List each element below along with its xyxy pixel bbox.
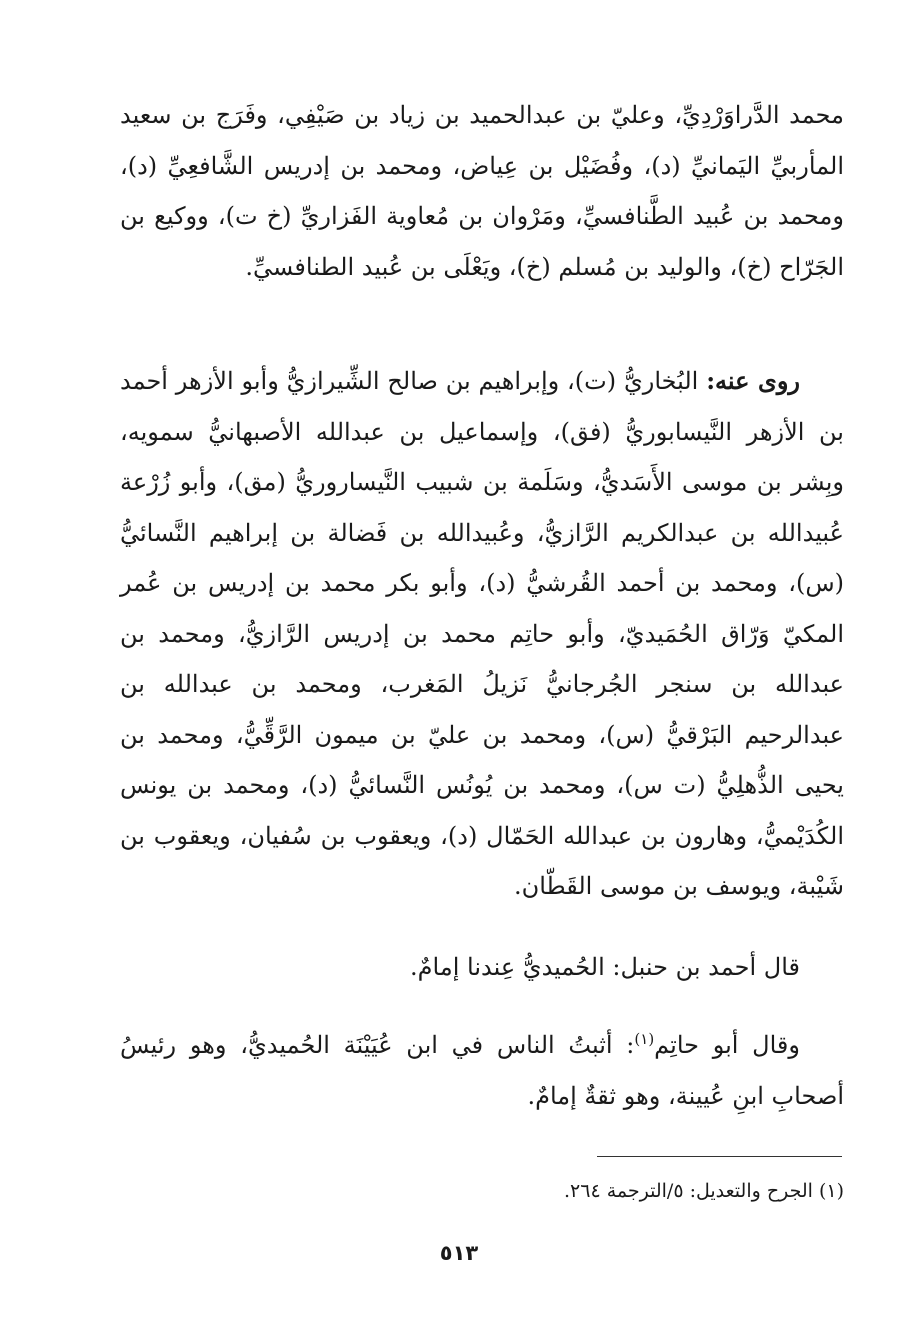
footnote-divider	[597, 1156, 842, 1157]
paragraph-text: البُخاريُّ (ت)، وإبراهيم بن صالح الشِّيرازيُّ وأبو الأزهر أحمد بن الأزهر النَّيسابوريُّ (فق)، وإسماعيل بن عبدالله الأصبهانيُّ سمويه، وبِشر بن موسى الأَسَديُّ، وسَلَمة بن شبيب النَّيساروريُّ (مق)، وأبو زُرْعة عُبيدالله بن عبدالكريم الرَّازيُّ، وعُبيدالله بن فَضالة بن إبراهيم النَّسائيُّ (س)، ومحمد بن أحمد القُرشيُّ (د)، وأبو بكر محمد بن إدريس بن عُمر المكيّ وَرّاق الحُمَيديّ، وأبو حاتِم محمد بن إدريس الرَّازيُّ، ومحمد بن عبدالله بن سنجر الجُرجانيُّ نَزيلُ المَغرب، ومحمد بن عبدالله بن عبدالرحيم البَرْقيُّ (س)، ومحمد بن عليّ بن ميمون الرَّقِّيُّ، ومحمد بن يحيى الذُّهلِيُّ (ت س)، ومحمد بن يُونُس النَّسائيُّ (د)، ومحمد بن يونس الكُدَيْميُّ، وهارون بن عبدالله الحَمّال (د)، ويعقوب بن سُفيان، ويعقوب بن شَيْبة، ويوسف بن موسى القَطّان.	[120, 367, 845, 900]
paragraph-ahmad-quote	[120, 942, 844, 993]
page-number: ٥١٣	[439, 1241, 479, 1265]
footnote	[120, 1176, 844, 1206]
section-heading-rawa-anhu: روى عنه:	[706, 366, 800, 395]
paragraph-text-rest: : أثبتُ الناس في ابن عُيَيْنَة الحُميديُّ، وهو رئيسُ أصحابِ ابنِ عُيينة، وهو ثقةٌ إمامٌ.	[120, 1031, 844, 1110]
paragraph-text: قال أحمد بن حنبل: الحُميديُّ عِندنا إمامٌ.	[410, 953, 800, 981]
paragraph-abu-hatim-quote	[120, 1020, 844, 1121]
paragraph-text: محمد الدَّراوَرْدِيِّ، وعليّ بن عبدالحميد بن زياد بن صَيْفِي، وفَرَج بن سعيد المأربيِّ اليَمانيِّ (د)، وفُضَيْل بن عِياض، ومحمد بن إدريس الشَّافعِيِّ (د)، ومحمد بن عُبيد الطَّنافسيِّ، ومَرْوان بن مُعاوية الفَزاريِّ (خ ت)، ووكيع بن الجَرّاح (خ)، والوليد بن مُسلم (خ)، ويَعْلَى بن عُبيد الطنافسيِّ.	[120, 101, 844, 281]
paragraph-body	[120, 1020, 844, 1121]
paragraph-students-list	[120, 356, 844, 912]
footnote-reference[interactable]: (١)	[634, 1030, 655, 1048]
paragraph-teachers-list	[120, 90, 844, 292]
footnote-text: (١) الجرح والتعديل: ٥/الترجمة ٢٦٤.	[564, 1180, 844, 1202]
paragraph-text-start: وقال أبو حاتِم	[654, 1031, 800, 1059]
